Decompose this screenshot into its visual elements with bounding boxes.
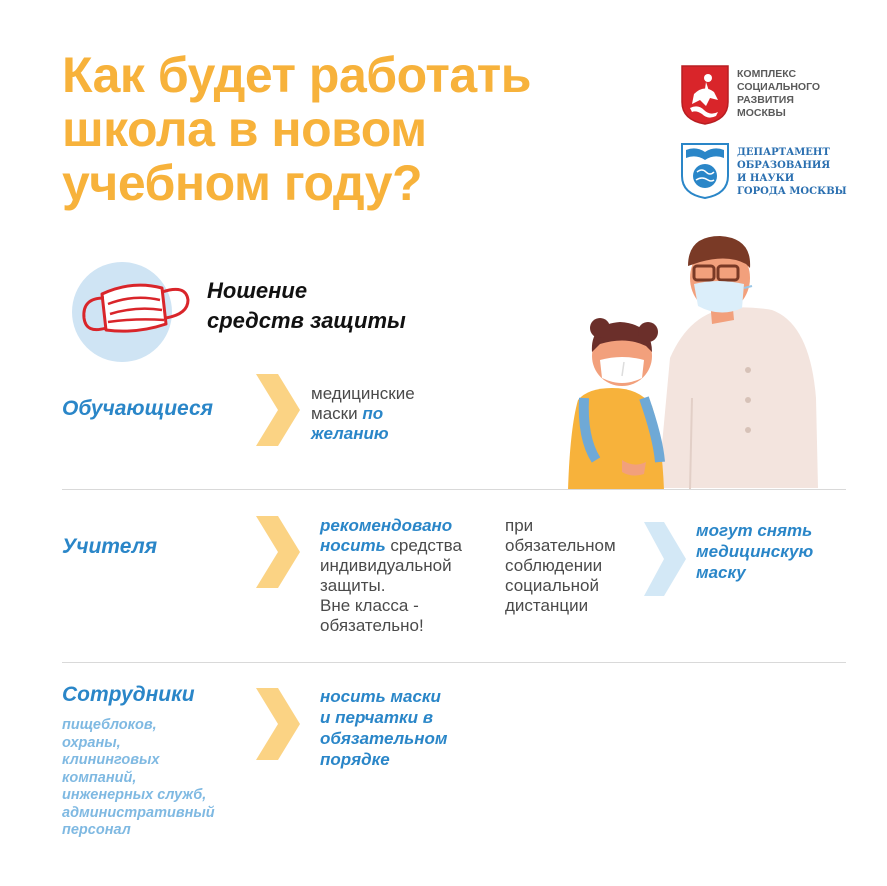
teachers-recommendation-text: рекомендовано носить средства индивидуальной защиты. Вне класса - обязательно!	[320, 516, 462, 635]
students-heading: Обучающиеся	[62, 397, 214, 420]
medical-mask-icon	[60, 262, 200, 362]
department-logo-text: ДЕПАРТАМЕНТ ОБРАЗОВАНИЯ И НАУКИ ГОРОДА МОСКВЫ	[737, 147, 847, 197]
students-rule-text: медицинские маски по желанию	[311, 384, 415, 443]
teachers-heading: Учителя	[62, 535, 158, 558]
staff-rule-text: носить маски и перчатки в обязательном порядке	[320, 687, 448, 769]
chevron-right-icon	[252, 370, 304, 450]
teachers-condition-text: при обязательном соблюдении социальной дистанции	[505, 516, 616, 615]
staff-categories-list: пищеблоков, охраны, клининговых компаний, инженерных служб, административный персонал	[62, 717, 215, 838]
chevron-right-icon	[252, 512, 304, 592]
complex-logo-text: КОМПЛЕКС СОЦИАЛЬНОГО РАЗВИТИЯ МОСКВЫ	[737, 68, 821, 119]
staff-heading: Сотрудники	[62, 683, 195, 706]
chevron-right-icon	[252, 684, 304, 764]
section-divider	[62, 662, 846, 663]
topic-title: Ношение средств защиты	[207, 278, 406, 333]
chevron-right-icon	[640, 518, 690, 600]
education-department-logo	[680, 140, 730, 200]
teachers-result-text: могут снять медицинскую маску	[696, 521, 814, 582]
parent-child-illustration	[560, 228, 860, 490]
moscow-coat-of-arms-logo	[680, 64, 730, 126]
page-title: Как будет работать школа в новом учебном году?	[62, 47, 531, 211]
section-divider	[62, 489, 846, 490]
